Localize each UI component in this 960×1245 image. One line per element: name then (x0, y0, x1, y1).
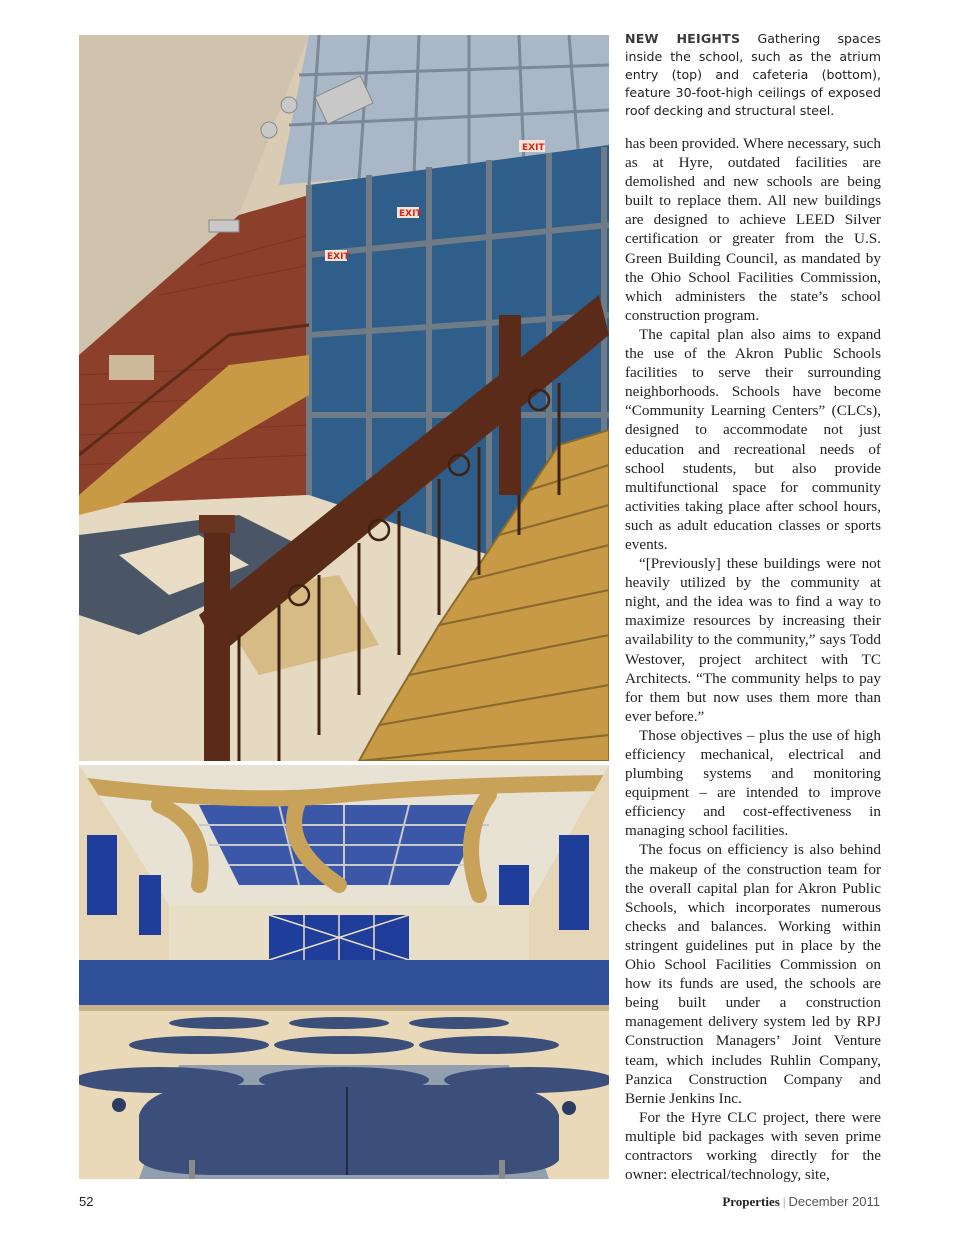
article-body (625, 134, 881, 1184)
exit-sign-3: EXIT (327, 252, 350, 262)
issue-date: December 2011 (788, 1194, 880, 1209)
atrium-photo (79, 35, 609, 761)
photo-caption (625, 30, 881, 120)
caption-text: Gathering spaces inside the school, such as the atrium entry (top) and cafeteria (bottom), feature 30-foot-high ceilings of exposed roof decking and structural steel. (625, 31, 881, 118)
exit-sign-1: EXIT (522, 143, 545, 153)
footer-separator: | (782, 1194, 786, 1209)
article-paragraph-1: has been provided. Where necessary, such as at Hyre, outdated facilities are demolished and new schools are being built to replace them. All new buildings are designed to achieve LEED Silver certification or greater from the U.S. Green Building Council, as mandated by the Ohio School Facilities Commission, which administers the state’s school construction program. (625, 135, 881, 324)
atrium-illustration (79, 35, 609, 761)
cafeteria-illustration (79, 765, 609, 1179)
article-paragraph-5: The focus on efficiency is also behind the makeup of the construction team for the overall capital plan for Akron Public Schools, which incorporates numerous checks and balances. Working within stringent guidelines put in place by the Ohio School Facilities Commission on how its funds are used, the schools are being built under a construction management delivery system led by RPJ Construction Managers’ Joint Venture team, which includes Ruhlin Company, Panzica Construction Company and Bernie Jenkins Inc. (625, 841, 881, 1107)
article-paragraph-2: The capital plan also aims to expand the use of the Akron Public Schools facilities to serve their surrounding neighborhoods. Schools have become “Community Learning Centers” (CLCs), designed to accommodate not just education and recreational needs of school students, but also provide multifunctional space for community activities taking place after school hours, such as adult education classes or sports events. (625, 325, 881, 553)
exit-sign-2: EXIT (399, 209, 422, 219)
page-number: 52 (79, 1194, 94, 1209)
cafeteria-photo (79, 765, 609, 1179)
article-paragraph-6: For the Hyre CLC project, there were multiple bid packages with seven prime contractors working directly for the owner: electrical/technology, site, (625, 1108, 881, 1184)
running-footer (722, 1194, 880, 1210)
magazine-name: Properties (722, 1194, 780, 1209)
article-paragraph-4: Those objectives – plus the use of high efficiency mechanical, electrical and plumbing systems and monitoring equipment – are intended to improve efficiency and cost-effectiveness in managing school facilities. (625, 726, 881, 840)
article-paragraph-3: “[Previously] these buildings were not heavily utilized by the community at night, and the idea was to find a way to maximize resources by increasing their availability to the community,” says Todd Westover, project architect with TC Architects. “The community helps to pay for them but now uses them more than ever before.” (625, 555, 881, 725)
caption-kicker: NEW HEIGHTS (625, 31, 741, 46)
